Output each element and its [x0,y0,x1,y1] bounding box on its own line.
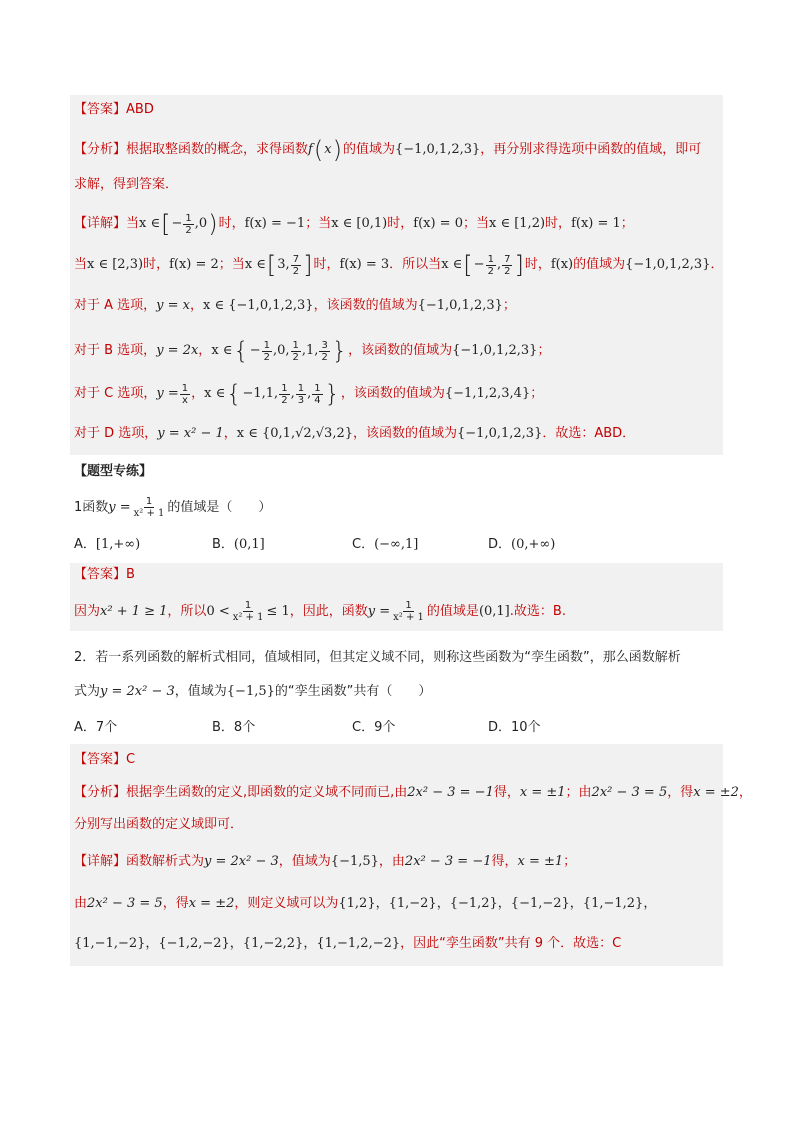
q1-answer-line: 【答案】 B [74,567,135,582]
q1-option-b[interactable]: B．(0,1] [212,537,265,552]
answer-value: ABD [126,102,154,117]
q2-analysis-line-2: 分别写出函数的定义域即可． [74,817,244,832]
question-1-options [74,535,555,555]
q2-detail-line-2: 由 2x² − 3 = 5 ，得 x = ±2 ，则定义域可以为 {1,2}，{1,−2}，{−1,2}，{−1,−2}，{1,−1,2}， [74,896,657,911]
analysis-line-2: 求解，得到答案． [74,177,179,192]
q2-analysis-line-1: 【分析】 根据孪生函数的定义,即函数的定义域不同而已,由 2x² − 3 = −1 得， x = ±1 ；由 2x² − 3 = 5 ，得 x = ±2 ， [74,785,752,800]
question-2-line-2: 式为 y = 2x² − 3 ，值域为 {−1,5} 的“孪生函数”共有（ ） [74,684,432,699]
answer-tag: 【答案】 [74,102,127,117]
q2-detail-line-3: {1,−1,−2}，{−1,2,−2}，{1,−2,2}，{1,−1,2,−2} ，因此“孪生函数”共有 9 个．故选：C [74,936,622,951]
q1-solution-line: 因为 x² + 1 ≥ 1 ，所以 0 < $\frac{1}{\text{x² + 1}}$ ≤ 1 ，因此，函数 y = $\frac{1}{\text{x² + 1}}$ 的值域是 (0,1] .故选：B. [74,600,566,623]
q1-option-c[interactable]: C．(−∞,1] [352,537,419,552]
question-2-line-1: 2．若一系列函数的解析式相同，值域相同，但其定义域不同，则称这些函数为“孪生函数”，那么函数解析 [74,650,681,665]
analysis-line-1: 【分析】 根据取整函数的概念，求得函数 f ( x ) 的值域为 {−1,0,1,2,3} ，再分别求得选项中函数的值域，即可 [74,136,702,164]
option-c-line: 对于 C 选项， y = $\frac{1}{x}$ ， x ∈ { −1,1, $\frac{1}{2}$ , $\frac{1}{3}$ , $\frac{1}{4}$ } ，该函数的值域为 {−1,1,2,3,4} ； [74,380,544,408]
q1-option-a[interactable]: A．[1,+∞) [74,537,141,552]
q2-answer-line: 【答案】 C [74,752,136,767]
question-1: 1函数 y = $\frac{1}{\text{x² + 1}}$ 的值域是（ ） [74,496,272,519]
q2-option-b[interactable]: B．8个 [212,720,256,735]
option-d-line: 对于 D 选项， y = x² − 1 ， x ∈ {0,1,√2,√3,2} ，该函数的值域为 {−1,0,1,2,3} ．故选：ABD． [74,426,636,441]
section-title: 【题型专练】 [74,464,153,479]
q2-option-a[interactable]: A．7个 [74,720,118,735]
option-b-line: 对于 B 选项， y = 2x ， x ∈ { − $\frac{1}{2}$ ,0, $\frac{1}{2}$ ,1, $\frac{3}{2}$ } ，该函数的值域为 {−1,0,1,2,3} ； [74,337,551,365]
question-2-options [74,718,541,738]
detail-line-2: 当 x ∈ [2,3) 时， f(x) = 2 ；当 x ∈ [ 3, $\frac{7}{2}$ ] 时， f(x) = 3 ．所以当 x ∈ [ − $\frac{1}{2}$ , $\frac{7}{2}$ ] 时， f(x) 的值域为 {−1,0,1,2,3} ． [74,251,724,279]
option-a-line: 对于 A 选项， y = x ， x ∈ {−1,0,1,2,3} ，该函数的值域为 {−1,0,1,2,3} ； [74,298,516,313]
answer-line-1 [74,100,154,120]
q2-option-d[interactable]: D．10个 [488,720,541,735]
q2-detail-line-1: 【详解】 函数解析式为 y = 2x² − 3 ，值域为 {−1,5} ，由 2x² − 3 = −1 得， x = ±1 ； [74,854,577,869]
analysis-tag: 【分析】 [74,142,127,157]
q1-option-d[interactable]: D．(0,+∞) [488,537,556,552]
q2-option-c[interactable]: C．9个 [352,720,396,735]
detail-tag: 【详解】 [74,216,127,231]
detail-line-1: 【详解】 当 x ∈ [ − $\frac{1}{2}$ ,0 ) 时， f(x) = −1 ；当 x ∈ [0,1) 时， f(x) = 0 ；当 x ∈ [1,2) 时， f(x) = 1 ； [74,210,634,238]
